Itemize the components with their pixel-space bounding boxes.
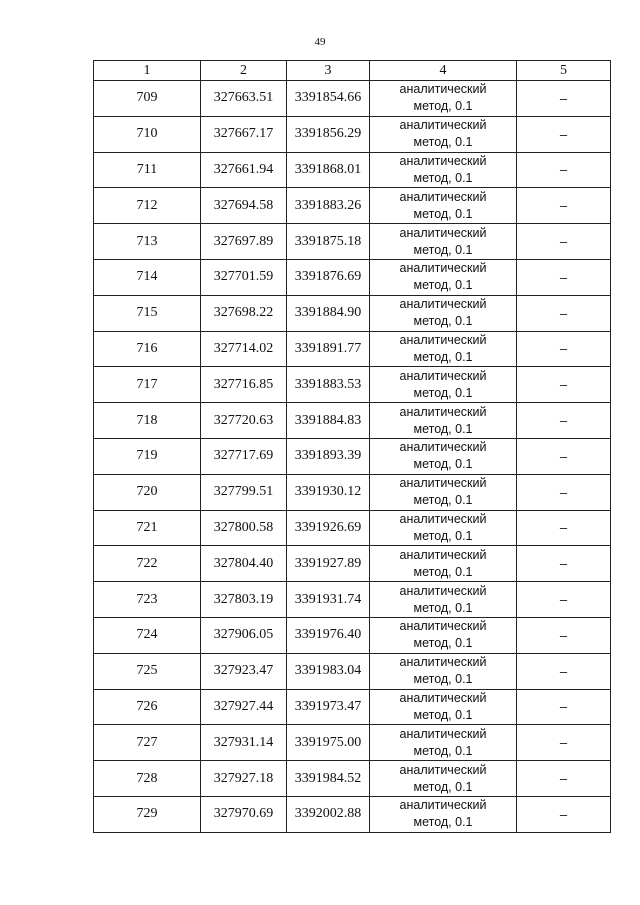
note-cell: – bbox=[517, 617, 611, 653]
note-cell: – bbox=[517, 510, 611, 546]
y-coordinate-cell: 3391926.69 bbox=[287, 510, 370, 546]
x-coordinate-cell: 327667.17 bbox=[201, 116, 287, 152]
point-number-cell: 725 bbox=[94, 653, 201, 689]
note-cell: – bbox=[517, 438, 611, 474]
table-row bbox=[94, 761, 611, 797]
method-cell bbox=[370, 761, 517, 797]
x-coordinate-cell: 327717.69 bbox=[201, 438, 287, 474]
method-line-1: аналитический bbox=[399, 619, 487, 634]
method-line-1: аналитический bbox=[399, 798, 487, 813]
method-cell bbox=[370, 796, 517, 832]
method-line-2: метод, 0.1 bbox=[413, 743, 473, 758]
method-line-1: аналитический bbox=[399, 225, 487, 240]
y-coordinate-cell: 3391854.66 bbox=[287, 81, 370, 117]
point-number-cell: 714 bbox=[94, 259, 201, 295]
method-line-2: метод, 0.1 bbox=[413, 564, 473, 579]
x-coordinate-cell: 327701.59 bbox=[201, 259, 287, 295]
note-cell: – bbox=[517, 295, 611, 331]
point-number-cell: 711 bbox=[94, 152, 201, 188]
point-number-cell: 716 bbox=[94, 331, 201, 367]
method-line-1: аналитический bbox=[399, 440, 487, 455]
point-number-cell: 717 bbox=[94, 367, 201, 403]
method-line-2: метод, 0.1 bbox=[413, 528, 473, 543]
header-row bbox=[94, 61, 611, 81]
x-coordinate-cell: 327697.89 bbox=[201, 224, 287, 260]
y-coordinate-cell: 3391976.40 bbox=[287, 617, 370, 653]
method-line-2: метод, 0.1 bbox=[413, 672, 473, 687]
table-body bbox=[94, 81, 611, 833]
y-coordinate-cell: 3391893.39 bbox=[287, 438, 370, 474]
method-line-1: аналитический bbox=[399, 153, 487, 168]
method-line-2: метод, 0.1 bbox=[413, 815, 473, 830]
page-number: 49 bbox=[314, 36, 326, 48]
method-line-2: метод, 0.1 bbox=[413, 385, 473, 400]
table-row bbox=[94, 116, 611, 152]
y-coordinate-cell: 3391884.90 bbox=[287, 295, 370, 331]
point-number-cell: 720 bbox=[94, 474, 201, 510]
method-line-1: аналитический bbox=[399, 476, 487, 491]
point-number-cell: 710 bbox=[94, 116, 201, 152]
x-coordinate-cell: 327923.47 bbox=[201, 653, 287, 689]
note-cell: – bbox=[517, 403, 611, 439]
y-coordinate-cell: 3391983.04 bbox=[287, 653, 370, 689]
note-cell: – bbox=[517, 689, 611, 725]
method-line-1: аналитический bbox=[399, 655, 487, 670]
table-row bbox=[94, 653, 611, 689]
table-row bbox=[94, 796, 611, 832]
y-coordinate-cell: 3391868.01 bbox=[287, 152, 370, 188]
y-coordinate-cell: 3391973.47 bbox=[287, 689, 370, 725]
table-row bbox=[94, 152, 611, 188]
method-line-2: метод, 0.1 bbox=[413, 707, 473, 722]
x-coordinate-cell: 327927.18 bbox=[201, 761, 287, 797]
table-row bbox=[94, 259, 611, 295]
method-line-2: метод, 0.1 bbox=[413, 493, 473, 508]
method-cell bbox=[370, 582, 517, 618]
method-line-1: аналитический bbox=[399, 118, 487, 133]
note-cell: – bbox=[517, 653, 611, 689]
method-cell bbox=[370, 367, 517, 403]
y-coordinate-cell: 3391930.12 bbox=[287, 474, 370, 510]
note-cell: – bbox=[517, 116, 611, 152]
table-row bbox=[94, 438, 611, 474]
method-cell bbox=[370, 725, 517, 761]
y-coordinate-cell: 3391927.89 bbox=[287, 546, 370, 582]
point-number-cell: 712 bbox=[94, 188, 201, 224]
method-cell bbox=[370, 403, 517, 439]
point-number-cell: 715 bbox=[94, 295, 201, 331]
y-coordinate-cell: 3391891.77 bbox=[287, 331, 370, 367]
table-row bbox=[94, 725, 611, 761]
method-line-1: аналитический bbox=[399, 332, 487, 347]
note-cell: – bbox=[517, 546, 611, 582]
x-coordinate-cell: 327799.51 bbox=[201, 474, 287, 510]
method-line-2: метод, 0.1 bbox=[413, 170, 473, 185]
table-row bbox=[94, 546, 611, 582]
header-col-4: 4 bbox=[370, 61, 517, 81]
x-coordinate-cell: 327906.05 bbox=[201, 617, 287, 653]
y-coordinate-cell: 3391883.53 bbox=[287, 367, 370, 403]
x-coordinate-cell: 327661.94 bbox=[201, 152, 287, 188]
y-coordinate-cell: 3391875.18 bbox=[287, 224, 370, 260]
point-number-cell: 727 bbox=[94, 725, 201, 761]
table-row bbox=[94, 510, 611, 546]
point-number-cell: 718 bbox=[94, 403, 201, 439]
note-cell: – bbox=[517, 259, 611, 295]
y-coordinate-cell: 3391975.00 bbox=[287, 725, 370, 761]
table-row bbox=[94, 331, 611, 367]
note-cell: – bbox=[517, 796, 611, 832]
method-line-1: аналитический bbox=[399, 547, 487, 562]
method-line-1: аналитический bbox=[399, 368, 487, 383]
x-coordinate-cell: 327970.69 bbox=[201, 796, 287, 832]
method-cell bbox=[370, 474, 517, 510]
table-row bbox=[94, 617, 611, 653]
table-row bbox=[94, 689, 611, 725]
header-col-5: 5 bbox=[517, 61, 611, 81]
x-coordinate-cell: 327804.40 bbox=[201, 546, 287, 582]
note-cell: – bbox=[517, 152, 611, 188]
method-cell bbox=[370, 152, 517, 188]
table-row bbox=[94, 81, 611, 117]
table-row bbox=[94, 295, 611, 331]
coordinates-table bbox=[93, 60, 611, 833]
y-coordinate-cell: 3391984.52 bbox=[287, 761, 370, 797]
method-cell bbox=[370, 331, 517, 367]
x-coordinate-cell: 327663.51 bbox=[201, 81, 287, 117]
note-cell: – bbox=[517, 725, 611, 761]
method-cell bbox=[370, 510, 517, 546]
point-number-cell: 723 bbox=[94, 582, 201, 618]
method-cell bbox=[370, 617, 517, 653]
y-coordinate-cell: 3391884.83 bbox=[287, 403, 370, 439]
y-coordinate-cell: 3391856.29 bbox=[287, 116, 370, 152]
table-row bbox=[94, 474, 611, 510]
method-line-1: аналитический bbox=[399, 189, 487, 204]
method-line-2: метод, 0.1 bbox=[413, 206, 473, 221]
method-cell bbox=[370, 259, 517, 295]
table-header bbox=[94, 61, 611, 81]
method-line-1: аналитический bbox=[399, 404, 487, 419]
method-line-2: метод, 0.1 bbox=[413, 314, 473, 329]
method-cell bbox=[370, 116, 517, 152]
method-cell bbox=[370, 295, 517, 331]
point-number-cell: 729 bbox=[94, 796, 201, 832]
header-col-3: 3 bbox=[287, 61, 370, 81]
point-number-cell: 721 bbox=[94, 510, 201, 546]
table-row bbox=[94, 403, 611, 439]
point-number-cell: 709 bbox=[94, 81, 201, 117]
header-col-2: 2 bbox=[201, 61, 287, 81]
method-cell bbox=[370, 81, 517, 117]
method-line-1: аналитический bbox=[399, 690, 487, 705]
x-coordinate-cell: 327803.19 bbox=[201, 582, 287, 618]
method-line-2: метод, 0.1 bbox=[413, 278, 473, 293]
x-coordinate-cell: 327931.14 bbox=[201, 725, 287, 761]
note-cell: – bbox=[517, 367, 611, 403]
x-coordinate-cell: 327698.22 bbox=[201, 295, 287, 331]
table-row bbox=[94, 367, 611, 403]
method-line-1: аналитический bbox=[399, 82, 487, 97]
point-number-cell: 713 bbox=[94, 224, 201, 260]
x-coordinate-cell: 327694.58 bbox=[201, 188, 287, 224]
method-line-2: метод, 0.1 bbox=[413, 242, 473, 257]
y-coordinate-cell: 3391931.74 bbox=[287, 582, 370, 618]
table-row bbox=[94, 582, 611, 618]
method-line-1: аналитический bbox=[399, 297, 487, 312]
point-number-cell: 724 bbox=[94, 617, 201, 653]
x-coordinate-cell: 327716.85 bbox=[201, 367, 287, 403]
note-cell: – bbox=[517, 81, 611, 117]
table-row bbox=[94, 224, 611, 260]
method-cell bbox=[370, 653, 517, 689]
note-cell: – bbox=[517, 582, 611, 618]
x-coordinate-cell: 327714.02 bbox=[201, 331, 287, 367]
method-cell bbox=[370, 188, 517, 224]
method-line-2: метод, 0.1 bbox=[413, 135, 473, 150]
table-row bbox=[94, 188, 611, 224]
method-line-2: метод, 0.1 bbox=[413, 779, 473, 794]
method-line-2: метод, 0.1 bbox=[413, 349, 473, 364]
note-cell: – bbox=[517, 474, 611, 510]
point-number-cell: 726 bbox=[94, 689, 201, 725]
y-coordinate-cell: 3392002.88 bbox=[287, 796, 370, 832]
note-cell: – bbox=[517, 188, 611, 224]
method-cell bbox=[370, 689, 517, 725]
method-line-1: аналитический bbox=[399, 511, 487, 526]
method-line-1: аналитический bbox=[399, 583, 487, 598]
y-coordinate-cell: 3391883.26 bbox=[287, 188, 370, 224]
method-line-1: аналитический bbox=[399, 726, 487, 741]
x-coordinate-cell: 327720.63 bbox=[201, 403, 287, 439]
method-line-2: метод, 0.1 bbox=[413, 99, 473, 114]
method-line-1: аналитический bbox=[399, 261, 487, 276]
point-number-cell: 728 bbox=[94, 761, 201, 797]
note-cell: – bbox=[517, 224, 611, 260]
method-cell bbox=[370, 224, 517, 260]
x-coordinate-cell: 327927.44 bbox=[201, 689, 287, 725]
method-line-2: метод, 0.1 bbox=[413, 600, 473, 615]
method-cell bbox=[370, 546, 517, 582]
point-number-cell: 719 bbox=[94, 438, 201, 474]
x-coordinate-cell: 327800.58 bbox=[201, 510, 287, 546]
note-cell: – bbox=[517, 331, 611, 367]
method-cell bbox=[370, 438, 517, 474]
method-line-2: метод, 0.1 bbox=[413, 457, 473, 472]
note-cell: – bbox=[517, 761, 611, 797]
method-line-2: метод, 0.1 bbox=[413, 421, 473, 436]
point-number-cell: 722 bbox=[94, 546, 201, 582]
header-col-1: 1 bbox=[94, 61, 201, 81]
y-coordinate-cell: 3391876.69 bbox=[287, 259, 370, 295]
method-line-2: метод, 0.1 bbox=[413, 636, 473, 651]
method-line-1: аналитический bbox=[399, 762, 487, 777]
